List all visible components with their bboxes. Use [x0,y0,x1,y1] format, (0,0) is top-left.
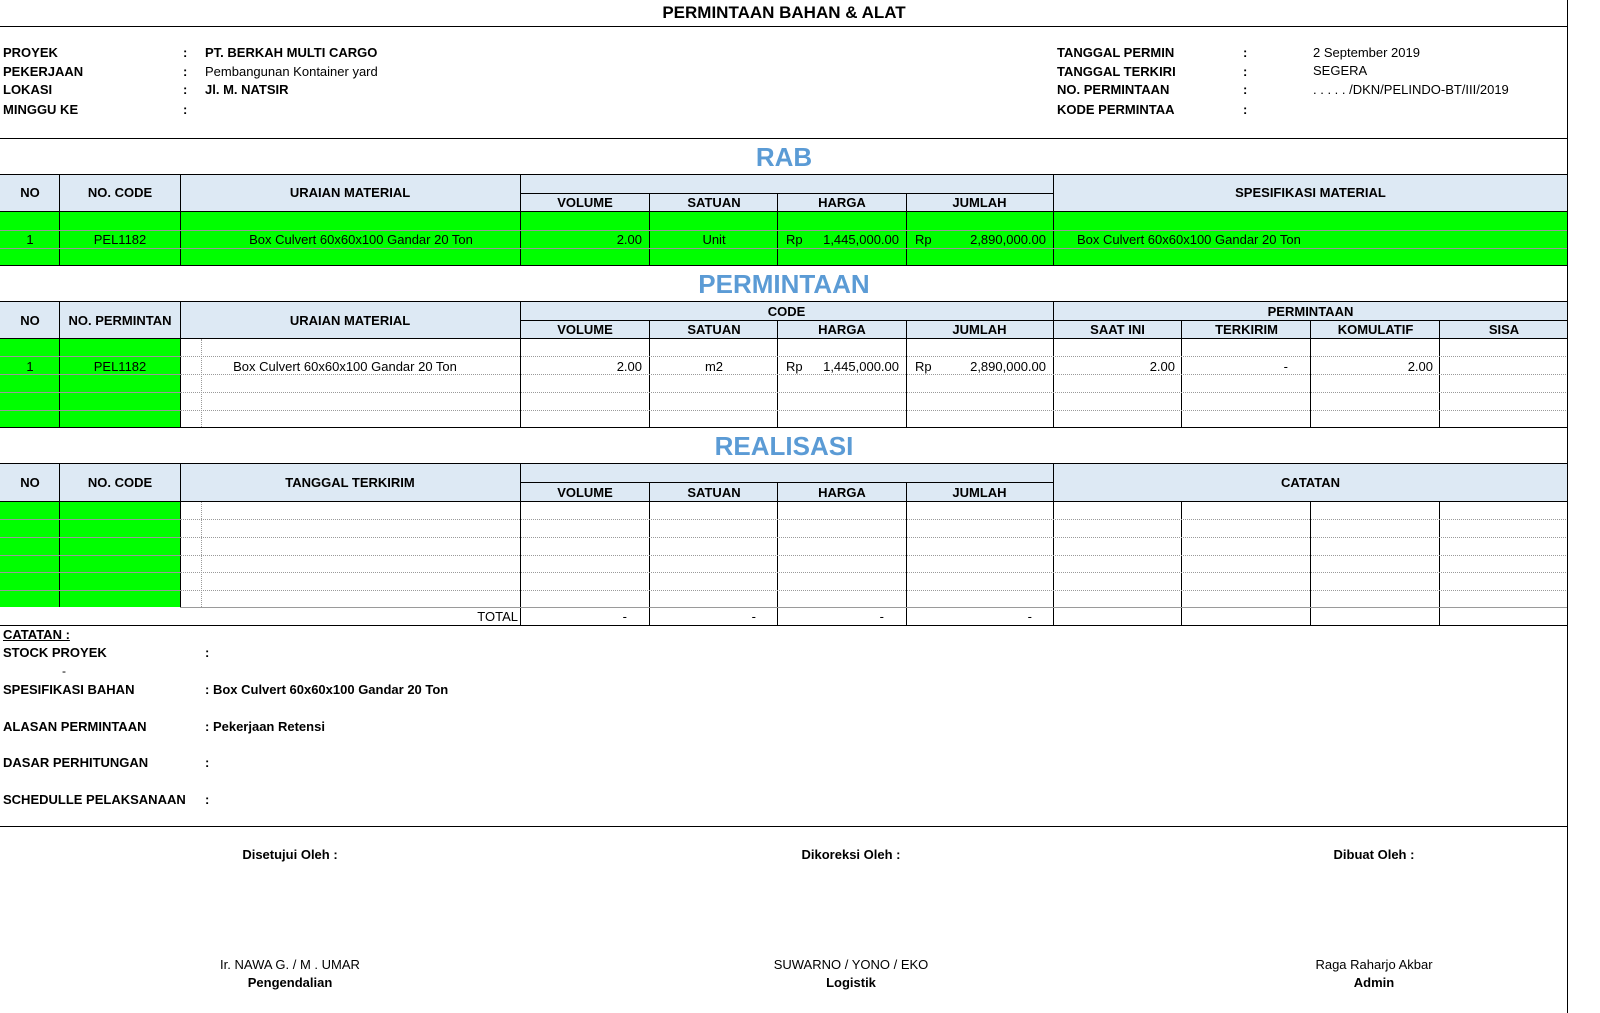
realisasi-total-jumlah: - [1027,609,1032,624]
realisasi-row-line [180,555,1568,556]
rab-cell-code: PEL1182 [93,232,147,247]
signature-caption-dibuat: Dibuat Oleh : [1333,847,1415,862]
permintaan-subheader-line [520,320,1568,321]
catatan-label-spesifikasi: SPESIFIKASI BAHAN [3,682,135,697]
rab-col-code: NO. CODE [87,185,153,200]
info-label-tanggal-terkirim: TANGGAL TERKIRI [1057,64,1176,79]
catatan-label-schedulle: SCHEDULLE PELAKSANAAN [3,792,186,807]
permintaan-row-line [180,374,1568,375]
catatan-value-alasan: : Pekerjaan Retensi [205,719,325,734]
permintaan-cell-komulatif: 2.00 [1407,359,1433,374]
rab-vline [180,174,181,265]
realisasi-vline [906,482,907,625]
permintaan-row-line [180,356,1568,357]
permintaan-bottom-border [0,427,1568,428]
realisasi-bottom-border [0,625,1568,626]
realisasi-vline [777,482,778,625]
permintaan-col-volume: VOLUME [557,322,613,337]
realisasi-col-tanggal: TANGGAL TERKIRIM [285,475,415,490]
permintaan-cell-harga-currency: Rp [786,359,803,374]
permintaan-cell-satuan: m2 [704,359,724,374]
rab-vline [520,174,521,265]
permintaan-header-bottom [0,338,1568,339]
info-value-proyek: PT. BERKAH MULTI CARGO [205,45,378,60]
signature-role-disetujui: Pengendalian [247,975,333,990]
catatan-value-schedulle: : [205,792,210,807]
info-sep: : [1243,64,1248,79]
realisasi-col-volume: VOLUME [557,485,613,500]
permintaan-cell-no-permintaan: PEL1182 [93,359,147,374]
rab-vline [906,193,907,265]
info-sep: : [1243,45,1248,60]
signature-caption-disetujui: Disetujui Oleh : [242,847,338,862]
right-border [1567,0,1568,1013]
permintaan-row-line [180,392,1568,393]
info-label-proyek: PROYEK [3,45,58,60]
signature-name-dibuat: Raga Raharjo Akbar [1315,957,1433,972]
info-sep: : [1243,82,1248,97]
permintaan-cell-no: 1 [26,359,34,374]
rab-cell-no: 1 [26,232,34,247]
permintaan-cell-uraian: Box Culvert 60x60x100 Gandar 20 Ton [233,359,457,374]
realisasi-col-satuan: SATUAN [687,485,741,500]
permintaan-cell-jumlah-currency: Rp [915,359,932,374]
permintaan-cell-saat-ini: 2.00 [1149,359,1175,374]
rab-col-satuan: SATUAN [687,195,741,210]
info-value-no-permintaan: . . . . . /DKN/PELINDO-BT/III/2019 [1313,82,1509,97]
rab-cell-uraian: Box Culvert 60x60x100 Gandar 20 Ton [249,232,473,247]
permintaan-cell-harga: 1,445,000.00 [823,359,899,374]
permintaan-col-group-permintaan: PERMINTAAN [1267,304,1354,319]
realisasi-col-catatan: CATATAN [1281,475,1340,490]
info-label-tanggal-permintaan: TANGGAL PERMIN [1057,45,1175,60]
signature-name-disetujui: Ir. NAWA G. / M . UMAR [220,957,360,972]
catatan-stock-dash: - [62,664,66,678]
realisasi-total-line [180,607,1568,608]
realisasi-total-label: TOTAL [477,609,518,624]
info-sep: : [183,102,188,117]
info-divider [0,138,1568,139]
rab-vline [649,193,650,265]
realisasi-row-line [0,519,180,520]
info-value-pekerjaan: Pembangunan Kontainer yard [205,64,378,79]
rab-row-line [0,230,1568,231]
signature-name-dikoreksi: SUWARNO / YONO / EKO [773,957,929,972]
rab-bottom-border [0,265,1568,266]
info-value-tanggal-terkirim: SEGERA [1313,63,1368,78]
rab-subheader-line [520,193,1053,194]
permintaan-col-saat-ini: SAAT INI [1090,322,1145,337]
permintaan-col-harga: HARGA [818,322,866,337]
rab-cell-harga-currency: Rp [786,232,803,247]
rab-col-harga: HARGA [818,195,866,210]
rab-col-volume: VOLUME [557,195,613,210]
rab-cell-volume: 2.00 [616,232,642,247]
catatan-value-dasar: : [205,755,210,770]
rab-cell-harga: 1,445,000.00 [823,232,899,247]
rab-vline [59,174,60,265]
catatan-label-alasan: ALASAN PERMINTAAN [3,719,147,734]
info-label-kode-permintaan: KODE PERMINTAA [1057,102,1175,117]
info-sep: : [183,82,188,97]
info-sep: : [183,45,188,60]
rab-row-line [0,248,1568,249]
rab-vline [1053,174,1054,265]
realisasi-col-harga: HARGA [818,485,866,500]
permintaan-row-line [0,410,180,411]
rab-top-border [0,174,1568,175]
realisasi-vline [59,463,60,607]
realisasi-vline [180,463,181,607]
info-label-minggu: MINGGU KE [3,102,79,117]
permintaan-col-terkirim: TERKIRIM [1215,322,1278,337]
realisasi-top-border [0,463,1568,464]
realisasi-total-volume: - [622,609,627,624]
permintaan-row-line [180,410,1568,411]
info-sep: : [1243,102,1248,117]
realisasi-row-line [0,537,180,538]
permintaan-top-border [0,301,1568,302]
permintaan-cell-volume: 2.00 [616,359,642,374]
realisasi-row-line [0,572,180,573]
realisasi-row-line [180,537,1568,538]
realisasi-header-bottom [0,501,1568,502]
info-label-no-permintaan: NO. PERMINTAAN [1057,82,1170,97]
realisasi-row-line [180,572,1568,573]
title-divider [0,26,1568,27]
rab-cell-satuan: Unit [702,232,726,247]
rab-cell-jumlah-currency: Rp [915,232,932,247]
signature-role-dibuat: Admin [1353,975,1395,990]
realisasi-col-jumlah: JUMLAH [952,485,1007,500]
permintaan-col-satuan: SATUAN [687,322,741,337]
rab-section-title: RAB [755,142,813,172]
realisasi-total-harga: - [879,609,884,624]
permintaan-col-komulatif: KOMULATIF [1337,322,1414,337]
info-value-tanggal-permintaan: 2 September 2019 [1313,45,1420,60]
catatan-label-stock-proyek: STOCK PROYEK [3,645,107,660]
realisasi-section-title: REALISASI [714,431,854,461]
catatan-value-stock-proyek: : [205,645,210,660]
permintaan-col-uraian: URAIAN MATERIAL [289,313,411,328]
permintaan-vline [201,339,202,427]
permintaan-row-line [0,374,180,375]
realisasi-col-code: NO. CODE [87,475,153,490]
permintaan-col-sisa: SISA [1488,322,1520,337]
permintaan-col-jumlah: JUMLAH [952,322,1007,337]
rab-col-no: NO [20,185,40,200]
realisasi-vline [520,463,521,625]
realisasi-vline [649,482,650,625]
catatan-label-dasar: DASAR PERHITUNGAN [3,755,149,770]
catatan-heading: CATATAN : [3,627,70,642]
realisasi-vline [1053,463,1054,625]
realisasi-row-line [180,519,1568,520]
realisasi-row-line [180,590,1568,591]
realisasi-row-line [0,555,180,556]
permintaan-cell-jumlah: 2,890,000.00 [970,359,1046,374]
info-label-pekerjaan: PEKERJAAN [3,64,84,79]
signature-caption-dikoreksi: Dikoreksi Oleh : [801,847,901,862]
permintaan-col-group-code: CODE [767,304,806,319]
info-value-lokasi: Jl. M. NATSIR [205,82,289,97]
rab-vline [777,193,778,265]
realisasi-col-no: NO [20,475,40,490]
permintaan-cell-terkirim: - [1283,359,1288,374]
permintaan-row-line [0,356,180,357]
realisasi-total-satuan: - [751,609,756,624]
permintaan-col-no-permintaan: NO. PERMINTAN [68,313,172,328]
permintaan-col-no: NO [20,313,40,328]
permintaan-section-title: PERMINTAAN [698,269,870,299]
realisasi-subheader-line [520,482,1053,483]
permintaan-row-highlight [0,339,180,427]
catatan-value-spesifikasi: : Box Culvert 60x60x100 Gandar 20 Ton [205,682,449,697]
rab-col-spesifikasi: SPESIFIKASI MATERIAL [1235,185,1386,200]
signature-role-dikoreksi: Logistik [826,975,876,990]
rab-cell-spesifikasi: Box Culvert 60x60x100 Gandar 20 Ton [1077,232,1301,247]
rab-col-jumlah: JUMLAH [952,195,1007,210]
info-sep: : [183,64,188,79]
realisasi-row-line [0,590,180,591]
permintaan-row-line [0,392,180,393]
rab-cell-jumlah: 2,890,000.00 [970,232,1046,247]
rab-col-uraian: URAIAN MATERIAL [289,185,411,200]
document-title: PERMINTAAN BAHAN & ALAT [662,3,906,22]
info-label-lokasi: LOKASI [3,82,53,97]
realisasi-vline [201,502,202,607]
signature-divider [0,826,1568,827]
